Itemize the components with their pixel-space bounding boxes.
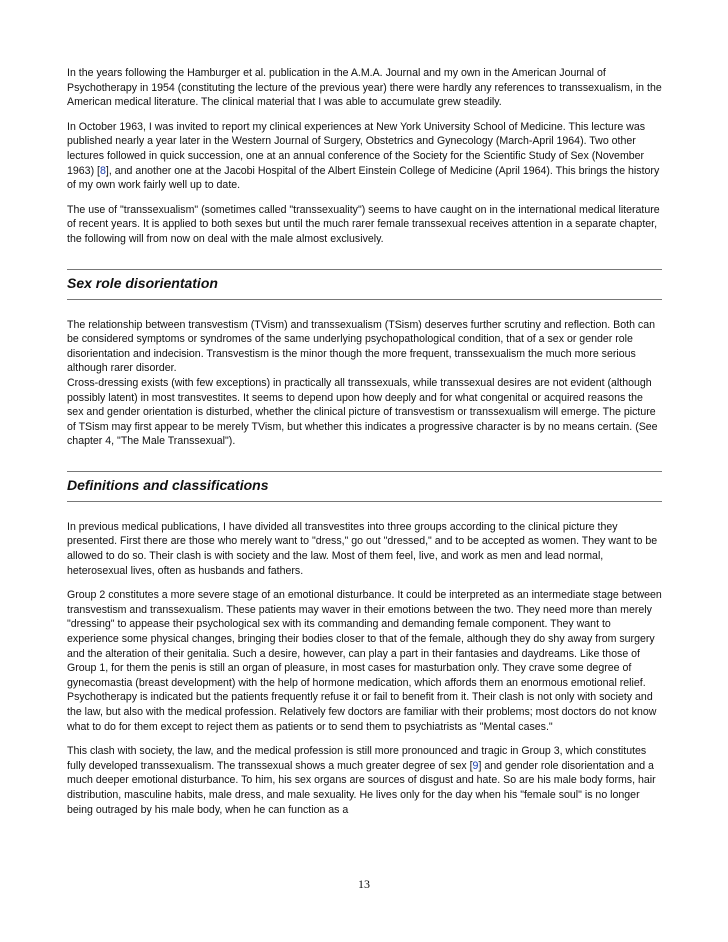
divider [67, 299, 662, 300]
paragraph-text: ] and gender role disorientation and a much deeper emotional disturbance. To him, his sex organs are sources of disgust and hate. So are his male body forms, hair distribution, masculine habits, male dress, and male sexuality. He lives only for the day when his "female soul" is no longer being outraged by his male body, when he can function as a [67, 759, 656, 816]
paragraph-section1-2: Cross-dressing exists (with few exceptions) in practically all transsexuals, while transsexual desires are not evident (although possibly latent) in most transvestites. It seems to depend upon how deeply and for what congenital or acquired reasons the sex and gender orientation is disturbed, whether the clinical picture of transvestism or transsexualism will emerge. The picture of TSism may first appear to be merely TVism, but whether this indicates a progressive character is by no means certain. (See chapter 4, "The Male Transsexual"). [67, 376, 658, 448]
section-heading: Sex role disorientation [67, 274, 218, 291]
divider [67, 501, 662, 502]
paragraph-text: ], and another one at the Jacobi Hospital of the Albert Einstein College of Medicine (April 1964). This brings the history of my own work fairly well up to date. [67, 164, 660, 192]
paragraph-intro-3: The use of "transsexualism" (sometimes called "transsexuality") seems to have caught on in the international medical literature of recent years. It is applied to both sexes but until the much rarer female transsexual receives attention in a separate chapter, the following will from now on deal with the male almost exclusively. [67, 203, 660, 245]
paragraph-section2-1: In previous medical publications, I have divided all transvestites into three groups according to the clinical picture they presented. First there are those who merely want to "dress," go out "dressed," and to be accepted as women. They want to be allowed to do so. Their clash is with society and the law. Most of them feel, live, and work as men and lead normal, heterosexual lives, often as husbands and fathers. [67, 520, 658, 577]
citation-link[interactable]: 9 [472, 759, 479, 772]
paragraph-text: This clash with society, the law, and the medical profession is still more pronounced and tragic in Group 3, which constitutes fully developed transsexualism. The transsexual shows a much greater degree of sex [ [67, 745, 647, 772]
section-header-sex-role [67, 269, 662, 300]
paragraph-section2-2: Group 2 constitutes a more severe stage of an emotional disturbance. It could be interpreted as an intermediate stage between transvestism and transsexualism. These patients may waver in their emotions between the two. They need more than merely "dressing" to appease their psychological sex with its commanding and demanding female component. They want to experience some physical changes, bringing their bodies closer to that of the female, although they do shy away from surgery and the alteration of their genitalia. Such a desire, however, can play a part in their fantasies and daydreams. Like those of Group 1, for them the penis is still an organ of pleasure, in most cases for masturbation only. They crave some degree of gynecomastia (breast development) with the help of hormone medication, which affords them an enormous emotional relief. Psychotherapy is indicated but the patients frequently refuse it or fail to benefit from it. Their clash is not only with society and the law, but also with the medical profession. Relatively few doctors are familiar with their problems; most doctors do not know what to do for them except to reject them as patients or to send them to psychiatrists as "Mental cases." [67, 589, 662, 733]
section-heading: Definitions and classifications [67, 476, 269, 493]
paragraph-intro-1: In the years following the Hamburger et al. publication in the A.M.A. Journal and my own in the American Journal of Psychotherapy in 1954 (constituting the lecture of the previous year) there were hardly any references to transsexualism, in the American medical literature. The clinical material that I was able to accumulate grew steadily. [67, 67, 662, 109]
page-number: 13 [358, 877, 370, 891]
section-header-definitions [67, 471, 662, 502]
paragraph-section2-3 [67, 744, 662, 817]
paragraph-section1-1: The relationship between transvestism (TVism) and transsexualism (TSism) deserves further scrutiny and reflection. Both can be considered symptoms or syndromes of the same underlying psychopathological condition, that of a sex or gender role disorientation and indecision. Transvestism is the minor though the more frequent, transsexualism the much more serious although rarer disorder. [67, 318, 655, 375]
citation-link[interactable]: 8 [99, 164, 106, 177]
paragraph-text: In October 1963, I was invited to report my clinical experiences at New York University School of Medicine. This lecture was published nearly a year later in the Western Journal of Surgery, Obstetrics and Gynecology (March-April 1964). Two other lectures followed in quick succession, one at an annual conference of the Society for the Scientific Study of Sex (November 1963) [ [67, 120, 646, 177]
paragraph-intro-2 [67, 120, 662, 193]
